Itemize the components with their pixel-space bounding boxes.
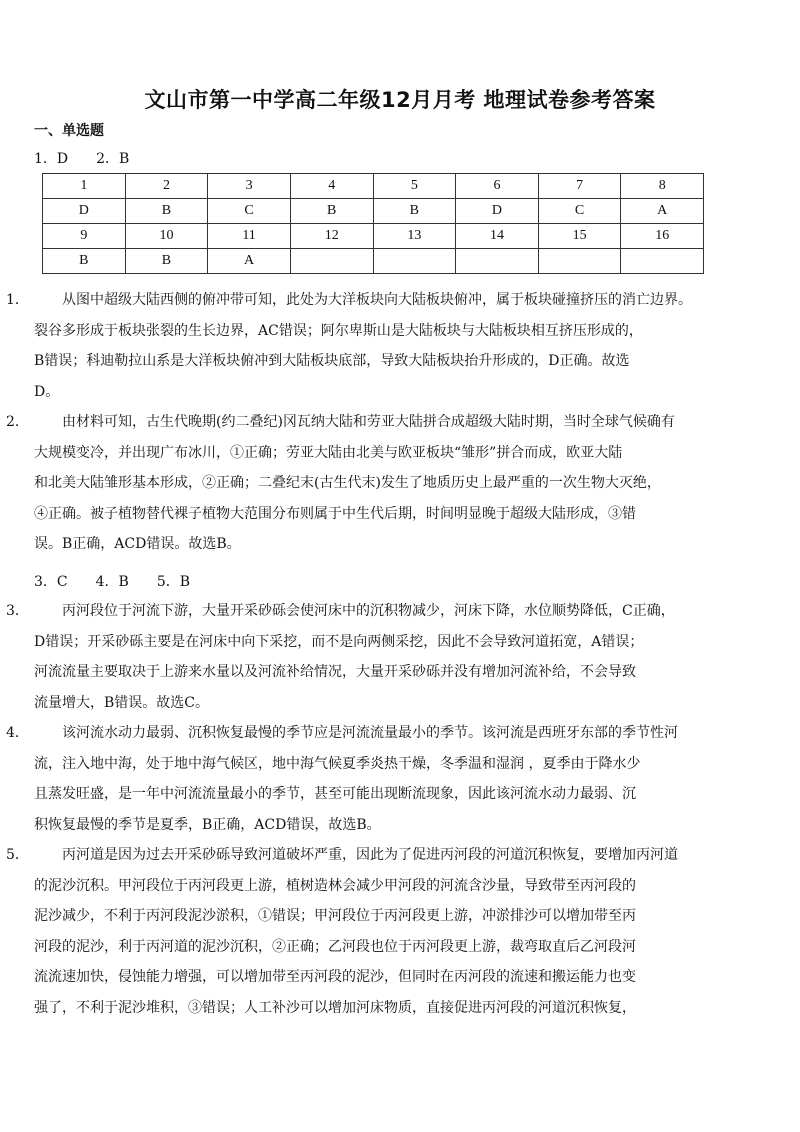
table-cell: 14 (456, 224, 539, 249)
explanations-block-1 (6, 285, 694, 560)
explanation-text: D。 (34, 383, 60, 400)
explanation-line (34, 468, 694, 499)
table-cell: 2 (125, 174, 208, 199)
question-number: 5． (6, 847, 29, 863)
table-cell: B (125, 249, 208, 274)
table-cell: A (208, 249, 291, 274)
table-cell: 3 (208, 174, 291, 199)
table-cell: C (538, 199, 621, 224)
question-number: 3． (6, 603, 29, 619)
explanation-line (34, 316, 694, 347)
question-number: 4． (6, 725, 29, 741)
table-cell: D (456, 199, 539, 224)
table-cell (538, 249, 621, 274)
explanation-text: 该河流水动力最弱、沉积恢复最慢的季节应是河流流量最小的季节。该河流是西班牙东部的季节性河 (62, 725, 678, 741)
table-cell (456, 249, 539, 274)
table-cell: 10 (125, 224, 208, 249)
explanation-line (34, 627, 694, 658)
table-cell (373, 249, 456, 274)
explanation-text: 由材料可知，古生代晚期(约二叠纪)冈瓦纳大陆和劳亚大陆拼合成超级大陆时期，当时全球气候确有 (62, 414, 675, 430)
table-cell: 4 (290, 174, 373, 199)
table-cell: 1 (43, 174, 126, 199)
explanation-line (34, 962, 694, 993)
explanation-text: 且蒸发旺盛，是一年中河流流量最小的季节，甚至可能出现断流现象，因此该河流水动力最弱、沉 (34, 786, 636, 802)
explanation-line (6, 596, 694, 627)
explanation-line (34, 438, 694, 469)
table-cell: 11 (208, 224, 291, 249)
table-cell: 5 (373, 174, 456, 199)
explanation-line (6, 718, 694, 749)
explanation-text: 裂谷多形成于板块张裂的生长边界，AC错误；阿尔卑斯山是大陆板块与大陆板块相互挤压形成的， (34, 322, 643, 339)
explanation-line (34, 529, 694, 560)
table-cell: 6 (456, 174, 539, 199)
explanation-line (34, 499, 694, 530)
table-cell: 12 (290, 224, 373, 249)
explanation-line (34, 932, 694, 963)
table-cell (290, 249, 373, 274)
table-cell: B (125, 199, 208, 224)
table-cell: A (621, 199, 704, 224)
explanation-text: 和北美大陆雏形基本形成，②正确；二叠纪末(古生代末)发生了地质历史上最严重的一次生物大灭绝， (34, 475, 661, 491)
table-cell: 8 (621, 174, 704, 199)
section-heading: 一、单选题 (34, 123, 104, 139)
explanation-text: 流，注入地中海，处于地中海气候区，地中海气候夏季炎热干燥，冬季温和湿润 ，夏季由于降水少 (34, 755, 641, 772)
explanation-text: 河段的泥沙，利于丙河道的泥沙沉积，②正确；乙河段也位于丙河段更上游，裁弯取直后乙河段河 (34, 938, 636, 955)
explanation-text: D错误；开采砂砾主要是在河床中向下采挖，而不是向两侧采挖，因此不会导致河道拓宽，A错误； (34, 633, 644, 650)
explanation-text: 丙河道是因为过去开采砂砾导致河道破坏严重，因此为了促进丙河段的河道沉积恢复，要增加丙河道 (62, 847, 678, 863)
page-title: 文山市第一中学高二年级12月月考 地理试卷参考答案 (144, 88, 656, 112)
explanation-line (6, 407, 694, 438)
explanation-line (34, 810, 694, 841)
table-row (43, 174, 704, 199)
explanation-text: 强了，不利于泥沙堆积，③错误；人工补沙可以增加河床物质，直接促进丙河段的河道沉积恢复， (34, 999, 636, 1016)
table-cell: 16 (621, 224, 704, 249)
explanation-text: 河流流量主要取决于上游来水量以及河流补给情况，大量开采砂砾并没有增加河流补给，不会导致 (34, 664, 636, 680)
answer-group-line: 1．D 2．B (34, 151, 130, 167)
table-cell: B (43, 249, 126, 274)
explanation-line (6, 285, 694, 316)
table-cell: D (43, 199, 126, 224)
table-cell: C (208, 199, 291, 224)
table-cell (621, 249, 704, 274)
explanation-text: ④正确。被子植物替代裸子植物大范围分布则属于中生代后期，时间明显晚于超级大陆形成，③错 (34, 505, 636, 522)
table-cell: 9 (43, 224, 126, 249)
explanation-line (34, 871, 694, 902)
explanation-text: 丙河段位于河流下游，大量开采砂砾会使河床中的沉积物减少，河床下降，水位顺势降低，C正确， (62, 603, 675, 619)
explanation-line (34, 377, 694, 408)
explanation-line (34, 688, 694, 719)
explanation-line (34, 749, 694, 780)
table-cell: B (290, 199, 373, 224)
explanation-text: 积恢复最慢的季节是夏季，B正确，ACD错误，故选B。 (34, 816, 381, 833)
explanation-line (6, 840, 694, 871)
question-number: 2． (6, 414, 29, 430)
table-cell: 7 (538, 174, 621, 199)
explanation-text: 流流速加快，侵蚀能力增强，可以增加带至丙河段的泥沙，但同时在丙河段的流速和搬运能力也变 (34, 969, 636, 985)
answer-table (42, 173, 704, 274)
table-cell: 13 (373, 224, 456, 249)
explanation-line (34, 901, 694, 932)
explanation-line (34, 346, 694, 377)
explanation-line (34, 993, 694, 1024)
table-row (43, 249, 704, 274)
explanation-line (34, 657, 694, 688)
table-cell: B (373, 199, 456, 224)
table-row (43, 199, 704, 224)
answer-group-line: 3．C 4．B 5．B (34, 574, 191, 590)
table-cell: 15 (538, 224, 621, 249)
explanation-text: 从图中超级大陆西侧的俯冲带可知，此处为大洋板块向大陆板块俯冲，属于板块碰撞挤压的消亡边界。 (62, 292, 692, 308)
explanation-text: 流量增大，B错误。故选C。 (34, 694, 209, 711)
explanation-text: 的泥沙沉积。甲河段位于丙河段更上游，植树造林会减少甲河段的河流含沙量，导致带至丙河段的 (34, 877, 636, 894)
explanation-line (34, 779, 694, 810)
question-number: 1． (6, 292, 29, 308)
explanation-text: 泥沙减少，不利于丙河段泥沙淤积，①错误；甲河段位于丙河段更上游，冲淤排沙可以增加带至丙 (34, 908, 636, 924)
explanation-text: B错误；科迪勒拉山系是大洋板块俯冲到大陆板块底部，导致大陆板块抬升形成的，D正确。故选 (34, 353, 630, 369)
explanation-text: 大规模变冷，并出现广布冰川，①正确；劳亚大陆由北美与欧亚板块“雏形”拼合而成，欧亚大陆 (34, 444, 623, 461)
explanation-text: 误。B正确，ACD错误。故选B。 (34, 536, 241, 552)
explanations-block-2 (6, 596, 694, 1023)
table-row (43, 224, 704, 249)
